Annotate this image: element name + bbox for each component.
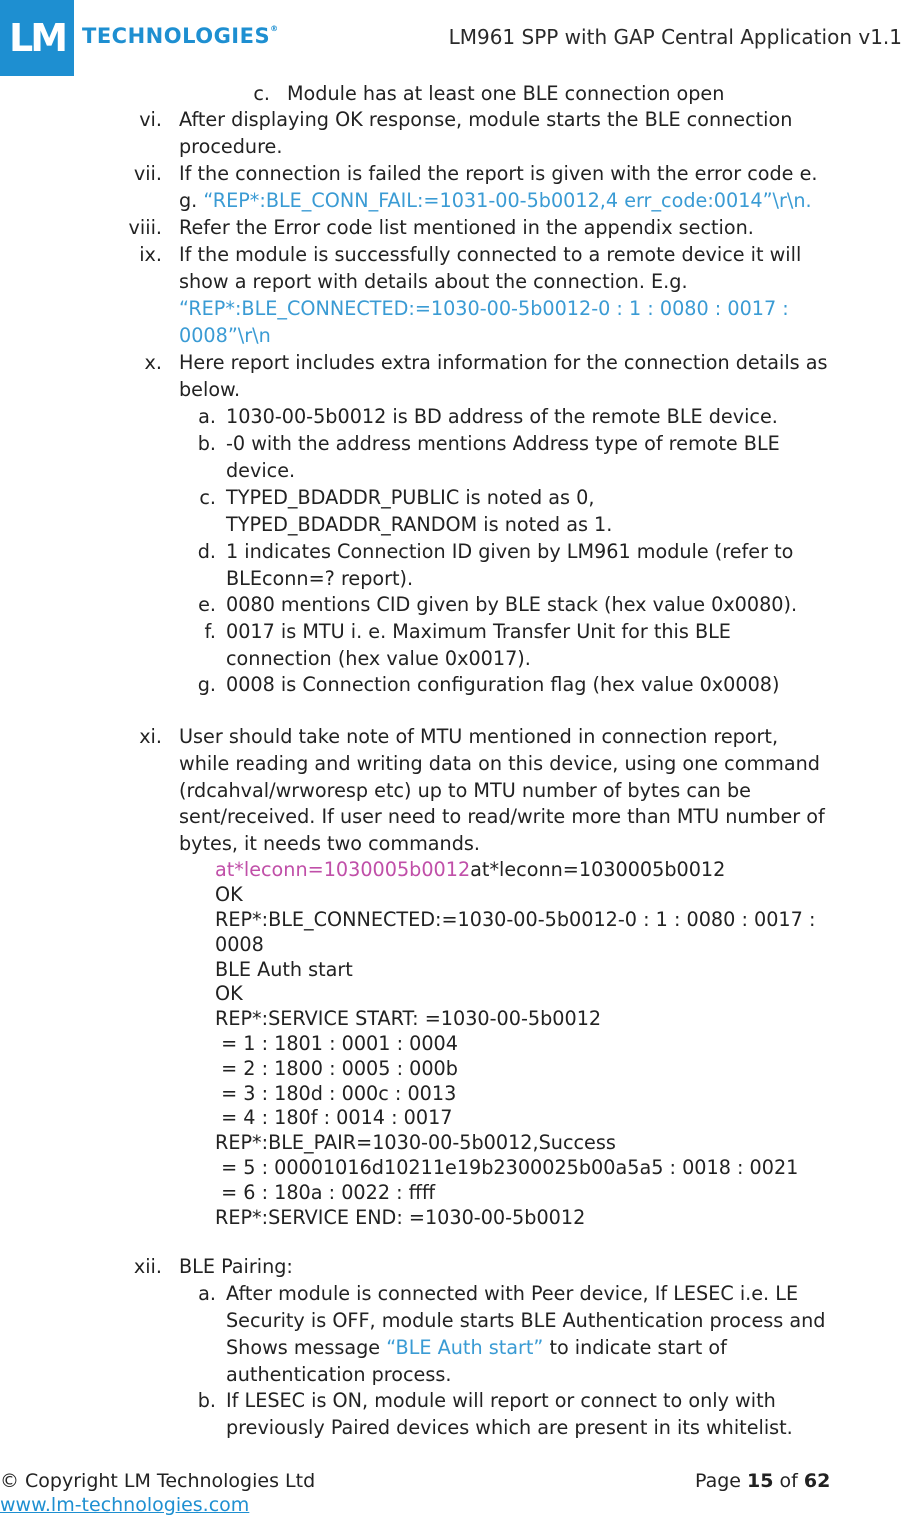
sub-list-item-text: BLEconn=? report). [226,567,414,590]
sub-list-marker: d. [197,540,216,563]
list-item-text: Here report includes extra information for the connection details as [179,351,828,374]
logo-word-text: TECHNOLOGIES [82,24,271,48]
list-marker: c. [253,82,270,105]
sub-list-item-text: previously Paired devices which are present in its whitelist. [226,1416,793,1439]
log-line: BLE Auth start [215,958,353,981]
sub-list-item-text: TYPED_BDADDR_RANDOM is noted as 1. [226,513,613,536]
list-item-text: If the module is successfully connected to a remote device it will [179,243,802,266]
log-line: = 3 : 180d : 000c : 0013 [215,1082,457,1105]
list-marker: vii. [133,162,162,185]
list-item-text: If the connection is failed the report is given with the error code e. [179,162,818,185]
log-line: 0008 [215,933,264,956]
document-title: LM961 SPP with GAP Central Application v1.1 [448,25,902,49]
log-line: = 4 : 180f : 0014 : 0017 [215,1106,453,1129]
sub-list-item-text: device. [226,459,296,482]
list-marker: vi. [139,108,162,131]
log-line: REP*:SERVICE START: =1030-00-5b0012 [215,1007,602,1030]
sub-list-marker: g. [197,673,216,696]
page-number: 15 [747,1470,774,1492]
sub-list-item-text: 0017 is MTU i. e. Maximum Transfer Unit for this BLE [226,620,731,643]
sub-list-item-text: 1030-00-5b0012 is BD address of the remote BLE device. [226,405,778,428]
page-total: 62 [803,1470,831,1492]
list-marker: ix. [139,243,162,266]
sub-list-item-text: 0008 is Connection configuration flag (hex value 0x0008) [226,673,780,696]
sub-list-marker: e. [198,593,216,616]
list-marker: x. [144,351,162,374]
log-line: OK [215,982,243,1005]
log-line: = 5 : 00001016d10211e19b2300025b00a5a5 : 0018 : 0021 [215,1156,799,1179]
lm-logo-mark: LM [0,0,74,76]
list-item-text: Module has at least one BLE connection open [287,82,725,105]
list-marker: viii. [128,216,162,239]
list-item-text: Refer the Error code list mentioned in the appendix section. [179,216,754,239]
list-item-text: User should take note of MTU mentioned in connection report, [179,725,779,748]
list-item-text: while reading and writing data on this device, using one command [179,752,820,775]
sub-list-item-text: 1 indicates Connection ID given by LM961 module (refer to [226,540,794,563]
page-of: of [773,1470,804,1492]
sub-list-item-text: TYPED_BDADDR_PUBLIC is noted as 0, [226,486,595,509]
sub-list-marker: c. [199,486,216,509]
log-line: OK [215,883,243,906]
text-span: Shows message [226,1336,387,1359]
connected-report-code: “REP*:BLE_CONNECTED:=1030-00-5b0012-0 : 1 : 0080 : 0017 : [179,297,789,320]
list-item-text: After displaying OK response, module starts the BLE connection [179,108,793,131]
sub-list-item-text: authentication process. [226,1363,452,1386]
log-line: = 1 : 1801 : 0001 : 0004 [215,1032,458,1055]
sub-list-marker: f. [204,620,216,643]
sub-list-item-text [226,1334,727,1361]
list-item-text: (rdcahval/wrworesp etc) up to MTU number of bytes can be [179,779,751,802]
page-label: Page [695,1470,748,1492]
list-item-text: below. [179,378,241,401]
sub-list-marker: b. [197,432,216,455]
list-item-text: bytes, it needs two commands. [179,832,480,855]
error-report-code: “REP*:BLE_CONN_FAIL:=1031-00-5b0012,4 err_code:0014”\r\n. [203,189,812,212]
typed-command: at*leconn=1030005b0012 [215,858,471,881]
sub-list-item-text: Security is OFF, module starts BLE Authentication process and [226,1309,826,1332]
log-line: REP*:BLE_PAIR=1030-00-5b0012,Success [215,1131,616,1154]
sub-list-item-text: After module is connected with Peer device, If LESEC i.e. LE [226,1282,799,1305]
list-item-text: BLE Pairing: [179,1255,293,1278]
log-line: = 6 : 180a : 0022 : ffff [215,1181,436,1204]
sub-list-item-text: connection (hex value 0x0017). [226,647,531,670]
website-link[interactable]: www.lm-technologies.com [0,1494,250,1516]
log-line: REP*:SERVICE END: =1030-00-5b0012 [215,1206,586,1229]
auth-start-message: “BLE Auth start” [386,1336,544,1359]
sub-list-item-text: -0 with the address mentions Address type of remote BLE [226,432,780,455]
sub-list-marker: a. [198,405,216,428]
copyright-text: © Copyright LM Technologies Ltd [0,1470,316,1492]
log-line: REP*:BLE_CONNECTED:=1030-00-5b0012-0 : 1 : 0080 : 0017 : [215,908,816,931]
page-indicator [695,1468,830,1494]
log-line: = 2 : 1800 : 0005 : 000b [215,1057,458,1080]
sub-list-marker: b. [197,1389,216,1412]
lm-logo-wordmark: TECHNOLOGIES® [82,24,279,48]
sub-list-item-text: 0080 mentions CID given by BLE stack (hex value 0x0080). [226,593,798,616]
text-span: to indicate start of [543,1336,727,1359]
sub-list-item-text: If LESEC is ON, module will report or connect to only with [226,1389,776,1412]
command-line [215,856,725,883]
list-item-text: sent/received. If user need to read/write more than MTU number of [179,805,825,828]
list-item-text [179,187,812,214]
list-marker: xii. [133,1255,162,1278]
text-span: g. [179,189,204,212]
sub-list-marker: a. [198,1282,216,1305]
list-item-text: show a report with details about the connection. E.g. [179,270,688,293]
list-item-text: procedure. [179,135,283,158]
echoed-command: at*leconn=1030005b0012 [470,858,726,881]
list-marker: xi. [139,725,162,748]
connected-report-code: 0008”\r\n [179,324,271,347]
